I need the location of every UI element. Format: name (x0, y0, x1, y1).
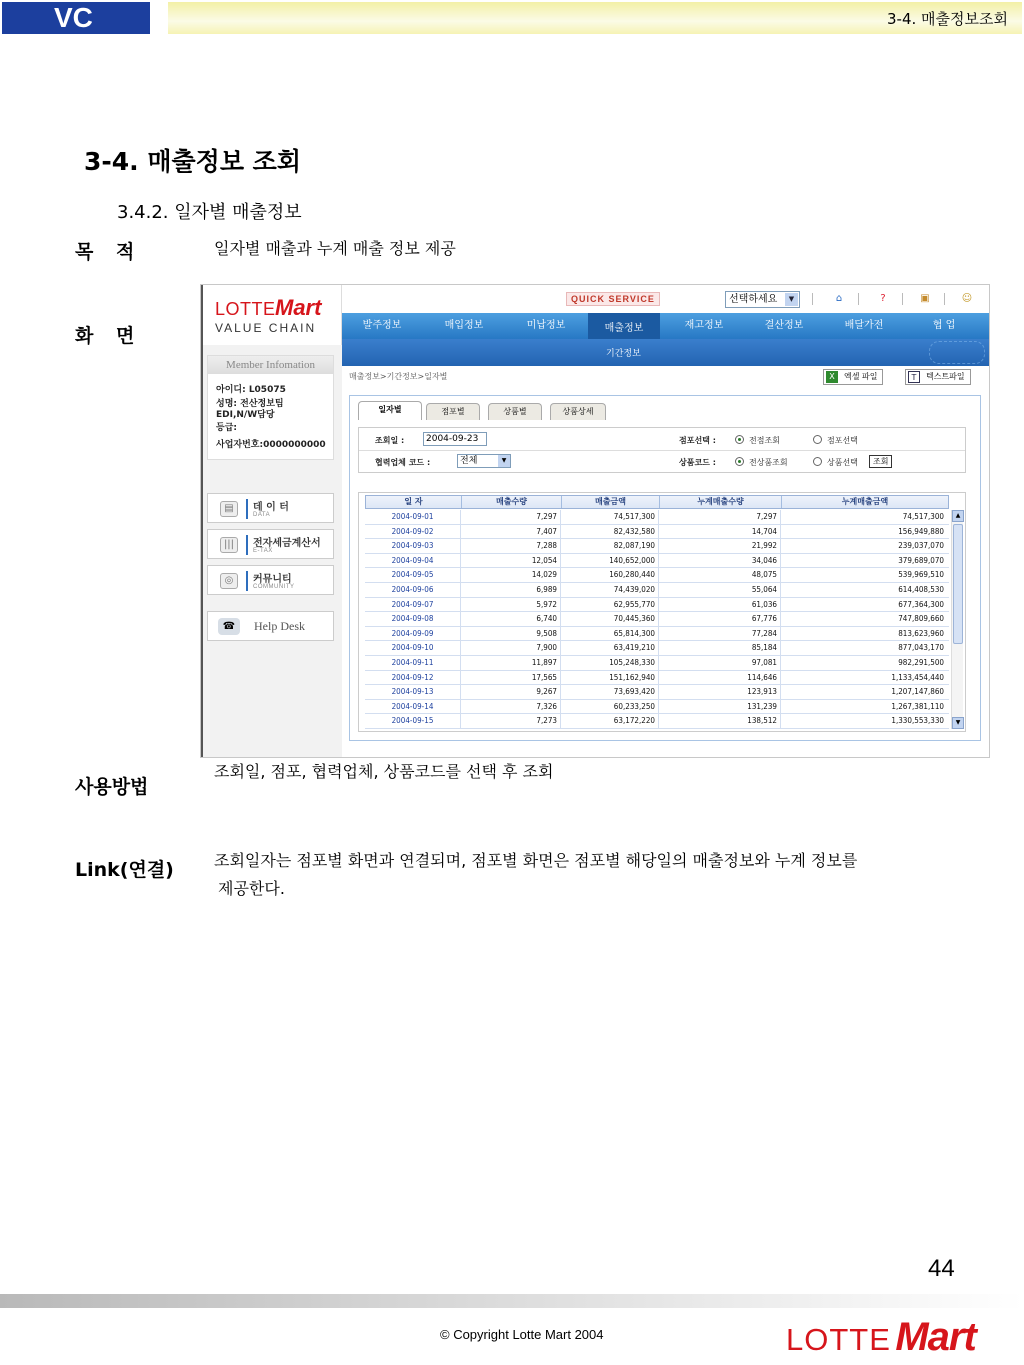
cell-sales-qty: 9,508 (461, 627, 561, 641)
chevron-down-icon: ▼ (785, 293, 798, 306)
cell-cum-amount: 747,809,660 (898, 614, 944, 624)
scroll-up-icon[interactable]: ▲ (952, 510, 964, 522)
cell-cum-amount: 877,043,170 (898, 643, 944, 653)
text-file-icon: T (908, 371, 920, 383)
product-select-label: 상품선택 (827, 458, 858, 467)
table-row[interactable] (365, 641, 949, 656)
header-section-title: 3-4. 매출정보조회 (887, 10, 1008, 28)
cell-sales-qty: 7,407 (461, 525, 561, 539)
column-header-date[interactable]: 일 자 (366, 496, 462, 508)
cell-date[interactable]: 2004-09-04 (365, 554, 461, 568)
sidebar-button-sublabel: COMMUNITY (253, 584, 295, 590)
excel-export-label: 엑셀 파일 (844, 372, 878, 381)
store-select-radio[interactable] (813, 435, 822, 444)
sidebar-button-sublabel: DATA (253, 512, 271, 518)
sales-table (358, 492, 966, 732)
cell-date[interactable]: 2004-09-01 (365, 510, 461, 524)
cell-sales-amount: 74,517,300 (561, 510, 659, 524)
decoration-graphic (929, 341, 985, 364)
table-header (365, 495, 949, 509)
product-code-label: 상품코드 : (679, 458, 716, 467)
table-row[interactable] (365, 554, 949, 569)
cell-sales-amount: 63,419,210 (561, 641, 659, 655)
cell-sales-amount: 105,248,330 (561, 656, 659, 670)
cell-cum-qty: 21,992 (659, 539, 781, 553)
main-nav (342, 313, 990, 339)
cell-sales-amount: 160,280,440 (561, 568, 659, 582)
cell-date[interactable]: 2004-09-12 (365, 671, 461, 685)
cell-cum-amount: 1,207,147,860 (891, 687, 944, 697)
lock-icon[interactable]: ▣ (920, 293, 930, 304)
cell-sales-qty: 7,326 (461, 700, 561, 714)
divider (812, 293, 813, 305)
cell-sales-qty: 5,972 (461, 598, 561, 612)
app-screenshot (200, 284, 990, 758)
cell-sales-amount: 63,172,220 (561, 714, 659, 728)
cell-date[interactable]: 2004-09-15 (365, 714, 461, 728)
member-info-box (207, 355, 334, 460)
cell-sales-qty: 7,288 (461, 539, 561, 553)
cell-cum-qty: 131,239 (659, 700, 781, 714)
table-row[interactable] (365, 685, 949, 700)
user-icon[interactable]: ☺ (961, 293, 973, 304)
sidebar (203, 345, 342, 758)
cell-sales-qty: 11,897 (461, 656, 561, 670)
nav-item-settlement[interactable]: 결산정보 (764, 320, 804, 331)
cell-sales-amount: 140,652,000 (561, 554, 659, 568)
quick-service-label: QUICK SERVICE (566, 292, 660, 306)
cell-cum-qty: 77,284 (659, 627, 781, 641)
link-text-line2: 제공한다. (218, 879, 285, 898)
table-row[interactable] (365, 598, 949, 613)
nav-item-delivery[interactable]: 배달가전 (844, 320, 884, 331)
divider (902, 293, 903, 305)
help-icon[interactable]: ? (880, 293, 886, 304)
cell-sales-amount: 82,087,190 (561, 539, 659, 553)
tab-store[interactable]: 점포별 (426, 403, 480, 420)
cell-sales-amount: 62,955,770 (561, 598, 659, 612)
cell-cum-amount: 379,689,070 (898, 555, 944, 565)
divider (858, 293, 859, 305)
excel-export-button[interactable] (823, 369, 883, 385)
cell-date[interactable]: 2004-09-10 (365, 641, 461, 655)
text-export-button[interactable] (905, 369, 971, 385)
scroll-thumb[interactable] (953, 524, 963, 644)
cell-sales-qty: 9,267 (461, 685, 561, 699)
cell-sales-amount: 60,233,250 (561, 700, 659, 714)
column-header-cum-qty[interactable]: 누계매출수량 (660, 496, 782, 508)
store-all-radio[interactable] (735, 435, 744, 444)
purpose-label: 목 적 (75, 241, 143, 263)
quick-service-bar (342, 285, 990, 313)
cell-cum-amount: 614,408,530 (898, 584, 944, 594)
quick-service-select-value: 선택하세요 (729, 294, 778, 305)
query-button[interactable]: 조회 (869, 455, 892, 468)
date-label: 조회일 : (375, 436, 405, 445)
divider (246, 499, 248, 519)
table-row[interactable] (365, 656, 949, 671)
nav-item-sales[interactable]: 매출정보 (588, 313, 660, 343)
cell-sales-qty: 6,740 (461, 612, 561, 626)
cell-sales-amount: 151,162,940 (561, 671, 659, 685)
cell-sales-qty: 6,989 (461, 583, 561, 597)
etax-icon: ||| (220, 537, 238, 553)
table-row[interactable] (365, 525, 949, 540)
table-row[interactable] (365, 568, 949, 583)
sidebar-button-data[interactable] (207, 493, 334, 523)
cell-cum-qty: 14,704 (659, 525, 781, 539)
table-row[interactable] (365, 612, 949, 627)
sidebar-button-etax[interactable] (207, 529, 334, 559)
purpose-text: 일자별 매출과 누계 매출 정보 제공 (214, 239, 456, 258)
lotte-mart-logo (786, 1315, 976, 1360)
cell-date[interactable]: 2004-09-06 (365, 583, 461, 597)
cell-cum-qty: 55,064 (659, 583, 781, 597)
cell-cum-qty: 67,776 (659, 612, 781, 626)
footer-logo-lotte: LOTTE (786, 1322, 891, 1357)
cell-date[interactable]: 2004-09-08 (365, 612, 461, 626)
app-logo[interactable] (203, 285, 342, 345)
cell-sales-amount: 65,814,300 (561, 627, 659, 641)
cell-cum-qty: 138,512 (659, 714, 781, 728)
telephone-icon: ☎ (218, 618, 240, 635)
cell-sales-amount: 74,439,020 (561, 583, 659, 597)
cell-sales-amount: 73,693,420 (561, 685, 659, 699)
cell-cum-amount: 813,623,960 (898, 628, 944, 638)
table-row[interactable] (365, 583, 949, 598)
table-row[interactable] (365, 671, 949, 686)
cell-cum-amount: 1,133,454,440 (891, 672, 944, 682)
cell-sales-qty: 14,029 (461, 568, 561, 582)
cell-cum-amount: 677,364,300 (898, 599, 944, 609)
cell-date[interactable]: 2004-09-03 (365, 539, 461, 553)
home-icon[interactable]: ⌂ (835, 293, 843, 304)
header-bar (168, 2, 1022, 34)
cell-cum-qty: 34,046 (659, 554, 781, 568)
cell-date[interactable]: 2004-09-09 (365, 627, 461, 641)
screen-label: 화 면 (75, 325, 143, 347)
cell-cum-amount: 239,037,070 (898, 541, 944, 551)
cell-cum-amount: 156,949,880 (898, 526, 944, 536)
cell-date[interactable]: 2004-09-02 (365, 525, 461, 539)
cell-cum-amount: 1,267,381,110 (891, 701, 944, 711)
cell-cum-qty: 85,184 (659, 641, 781, 655)
cell-cum-qty: 114,646 (659, 671, 781, 685)
content-panel (349, 395, 981, 741)
store-all-label: 전점조회 (749, 436, 780, 445)
usage-label: 사용방법 (75, 776, 149, 798)
cell-date[interactable]: 2004-09-13 (365, 685, 461, 699)
copyright-text: © Copyright Lotte Mart 2004 (440, 1327, 604, 1342)
scroll-down-icon[interactable]: ▼ (952, 717, 964, 729)
column-header-sales-qty[interactable]: 매출수량 (462, 496, 562, 508)
table-row[interactable] (365, 510, 949, 525)
help-desk-button[interactable] (207, 611, 334, 641)
cell-cum-amount: 539,969,510 (898, 570, 944, 580)
member-bizno: 사업자번호:0000000000 (216, 440, 326, 450)
sidebar-button-label: 데 이 터 (253, 502, 289, 513)
cell-cum-qty: 48,075 (659, 568, 781, 582)
nav-item-cooperation[interactable]: 협 업 (932, 320, 956, 331)
usage-text: 조회일, 점포, 협력업체, 상품코드를 선택 후 조회 (214, 762, 554, 781)
product-all-label: 전상품조회 (749, 458, 788, 467)
text-export-label: 텍스트파일 (926, 372, 965, 381)
excel-icon: X (826, 371, 838, 383)
date-input[interactable]: 2004-09-23 (423, 432, 487, 446)
sidebar-button-label: 전자세금계산서 (253, 538, 321, 549)
page-title: 3-4. 매출정보 조회 (84, 147, 301, 176)
footer-logo-mart: Mart (895, 1315, 976, 1359)
page-number: 44 (928, 1255, 955, 1282)
column-header-sales-amount[interactable]: 매출금액 (562, 496, 660, 508)
tab-product[interactable]: 상품별 (488, 403, 542, 420)
member-info-title: Member Infomation (208, 356, 333, 374)
table-row[interactable] (365, 539, 949, 554)
cell-sales-amount: 82,432,580 (561, 525, 659, 539)
member-id: 아이디: L05075 (216, 385, 286, 395)
breadcrumb: 매출정보>기간정보>일자별 (349, 372, 448, 381)
sidebar-button-sublabel: E-TAX (253, 548, 273, 554)
cell-cum-amount: 74,517,300 (902, 512, 944, 521)
divider (246, 571, 248, 591)
table-row[interactable] (365, 714, 949, 729)
divider (359, 450, 965, 451)
cell-date[interactable]: 2004-09-07 (365, 598, 461, 612)
sidebar-button-community[interactable] (207, 565, 334, 595)
tab-product-detail[interactable]: 상품상세 (550, 403, 606, 420)
table-body (365, 510, 949, 729)
divider (944, 293, 945, 305)
search-form (358, 427, 966, 473)
member-grade: 등급: (216, 423, 237, 433)
column-header-cum-amount[interactable]: 누계매출금액 (841, 497, 889, 506)
data-icon: ▤ (220, 501, 238, 517)
table-scrollbar[interactable] (951, 510, 963, 729)
cell-cum-qty: 97,081 (659, 656, 781, 670)
page-subtitle: 3.4.2. 일자별 매출정보 (117, 202, 302, 223)
sub-nav-item-period[interactable]: 기간정보 (606, 349, 641, 359)
nav-item-inventory[interactable]: 재고정보 (684, 320, 724, 331)
nav-item-undelivered[interactable]: 미납정보 (526, 320, 566, 331)
cell-sales-qty: 7,273 (461, 714, 561, 728)
community-icon: ◎ (220, 573, 238, 589)
cell-date[interactable]: 2004-09-11 (365, 656, 461, 670)
chevron-down-icon: ▼ (498, 455, 510, 467)
vc-badge: VC (2, 2, 150, 34)
product-select-radio[interactable] (813, 457, 822, 466)
divider (246, 535, 248, 555)
cell-sales-qty: 12,054 (461, 554, 561, 568)
cell-sales-amount: 70,445,360 (561, 612, 659, 626)
link-label: Link(연결) (75, 859, 174, 881)
footer-bar (0, 1294, 1024, 1308)
table-row[interactable] (365, 700, 949, 715)
store-select-label: 점포선택 (827, 436, 858, 445)
link-text-line1: 조회일자는 점포별 화면과 연결되며, 점포별 화면은 점포별 해당일의 매출정보와 누계 정보를 (214, 851, 858, 870)
cell-sales-qty: 17,565 (461, 671, 561, 685)
cell-cum-amount: 982,291,500 (898, 657, 944, 667)
nav-item-order[interactable]: 발주정보 (362, 320, 402, 331)
vendor-select-value: 전체 (460, 456, 478, 466)
store-label: 점포선택 : (679, 436, 716, 445)
logo-lotte-text: LOTTE (215, 299, 276, 319)
quick-service-select[interactable] (725, 291, 800, 308)
cell-cum-qty: 61,036 (659, 598, 781, 612)
sidebar-button-label: 커뮤니티 (253, 574, 292, 585)
logo-value-chain-text: VALUE CHAIN (215, 321, 317, 335)
help-desk-label: Help Desk (254, 619, 305, 633)
product-all-radio[interactable] (735, 457, 744, 466)
table-row[interactable] (365, 627, 949, 642)
cell-cum-amount: 1,330,553,330 (891, 716, 944, 726)
cell-cum-qty: 123,913 (659, 685, 781, 699)
cell-cum-qty: 7,297 (659, 510, 781, 524)
nav-item-purchase[interactable]: 매입정보 (444, 320, 484, 331)
member-dept: EDI,N/W담당 (216, 410, 275, 420)
cell-date[interactable]: 2004-09-14 (365, 700, 461, 714)
tab-daily[interactable]: 일자별 (358, 401, 422, 420)
vendor-label: 협력업체 코드 : (375, 458, 431, 467)
cell-sales-qty: 7,297 (461, 510, 561, 524)
cell-sales-qty: 7,900 (461, 641, 561, 655)
sub-nav (342, 339, 990, 366)
member-name: 성명: 전산정보팀 (216, 399, 284, 409)
logo-mart-text: Mart (275, 295, 322, 320)
cell-date[interactable]: 2004-09-05 (365, 568, 461, 582)
vendor-select[interactable] (457, 454, 511, 468)
